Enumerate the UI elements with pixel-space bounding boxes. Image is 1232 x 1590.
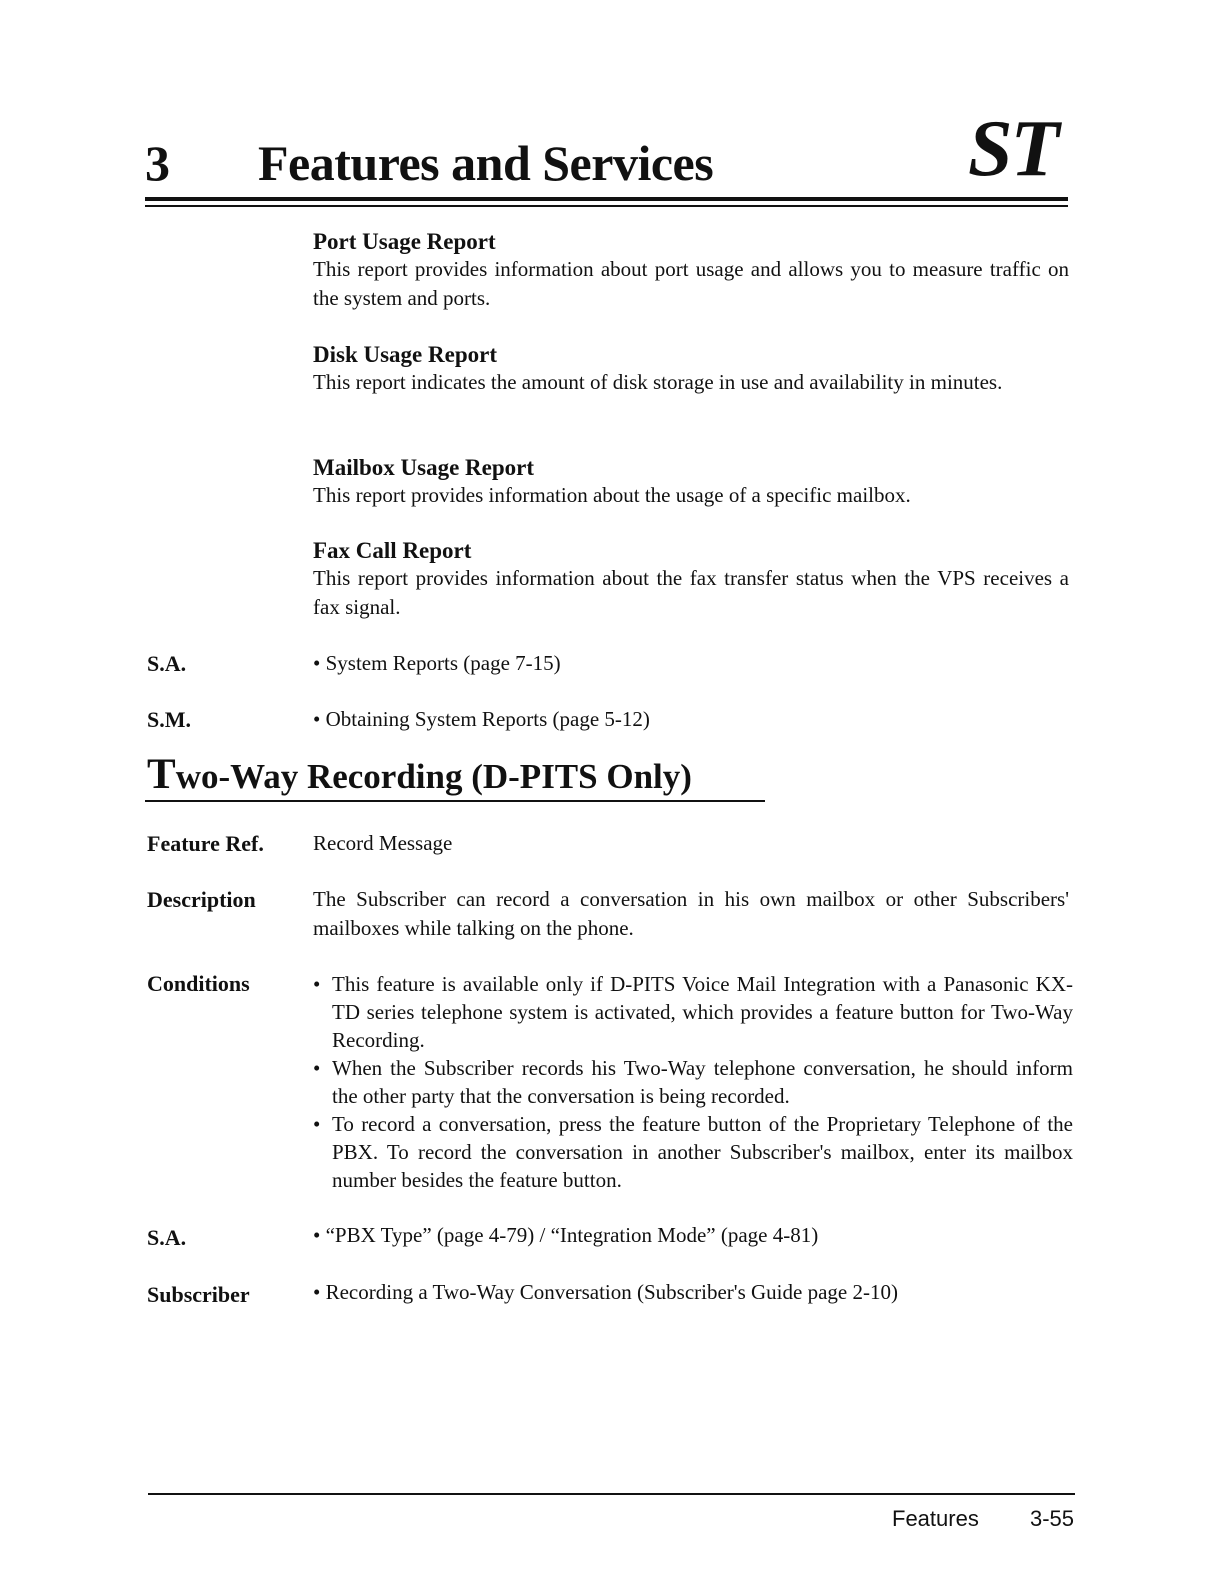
- report-block-mailbox: [313, 455, 1069, 510]
- report-title: Port Usage Report: [313, 229, 496, 254]
- chapter-number: 3: [145, 135, 170, 191]
- description-text: The Subscriber can record a conversation in his own mailbox or other Subscribers' mailboxes while talking on the phone.: [313, 887, 1069, 940]
- report-body: This report provides information about the fax transfer status when the VPS receives a fax signal.: [313, 566, 1069, 619]
- report-title: Fax Call Report: [313, 538, 472, 563]
- feature-ref-text: Record Message: [313, 831, 453, 855]
- condition-item: • This feature is available only if D-PITS Voice Mail Integration with a Panasonic KX-TD series telephone system is activated, which provides a feature button for Two-Way Recording.: [313, 970, 1073, 1054]
- footer-page-number: 3-55: [1030, 1506, 1075, 1531]
- description-label: Description: [147, 887, 256, 912]
- report-block-fax: [313, 538, 1069, 622]
- report-title: Disk Usage Report: [313, 342, 497, 367]
- sa-label: S.A.: [147, 651, 187, 676]
- report-title: Mailbox Usage Report: [313, 455, 535, 480]
- section-sa-label: S.A.: [147, 1225, 187, 1250]
- section-sa-text: • “PBX Type” (page 4-79) / “Integration Mode” (page 4-81): [313, 1223, 819, 1247]
- report-block-port: [313, 229, 1069, 313]
- header-rule-thin: [145, 205, 1068, 207]
- section-title-rest: wo-Way Recording (D-PITS Only): [175, 757, 692, 796]
- report-body: This report provides information about port usage and allows you to measure traffic on the system and ports.: [313, 257, 1069, 310]
- conditions-list: [313, 970, 1073, 1194]
- section-title-initial: T: [147, 751, 176, 798]
- footer-section-name: Features: [892, 1506, 979, 1531]
- section-title: [147, 750, 692, 799]
- section-rule: [145, 800, 765, 802]
- sm-label: S.M.: [147, 707, 191, 732]
- report-body: This report provides information about the usage of a specific mailbox.: [313, 483, 911, 507]
- sa-ref-text: • System Reports (page 7-15): [313, 651, 561, 675]
- sm-ref-text: • Obtaining System Reports (page 5-12): [313, 707, 650, 731]
- header-rule-thick: [145, 197, 1068, 201]
- st-logo: ST: [968, 105, 1058, 193]
- subscriber-text: • Recording a Two-Way Conversation (Subscriber's Guide page 2-10): [313, 1280, 898, 1304]
- conditions-label: Conditions: [147, 971, 250, 996]
- condition-item: • When the Subscriber records his Two-Way telephone conversation, he should inform the other party that the conversation is being recorded.: [313, 1054, 1073, 1110]
- feature-ref-label: Feature Ref.: [147, 831, 264, 856]
- report-block-disk: [313, 342, 1069, 397]
- report-body: This report indicates the amount of disk storage in use and availability in minutes.: [313, 370, 1003, 394]
- chapter-title: Features and Services: [258, 135, 714, 191]
- subscriber-label: Subscriber: [147, 1282, 250, 1307]
- footer-rule: [148, 1493, 1075, 1495]
- condition-item: • To record a conversation, press the feature button of the Proprietary Telephone of the PBX. To record the conversation in another Subscriber's mailbox, enter its mailbox number besides the feature button.: [313, 1110, 1073, 1194]
